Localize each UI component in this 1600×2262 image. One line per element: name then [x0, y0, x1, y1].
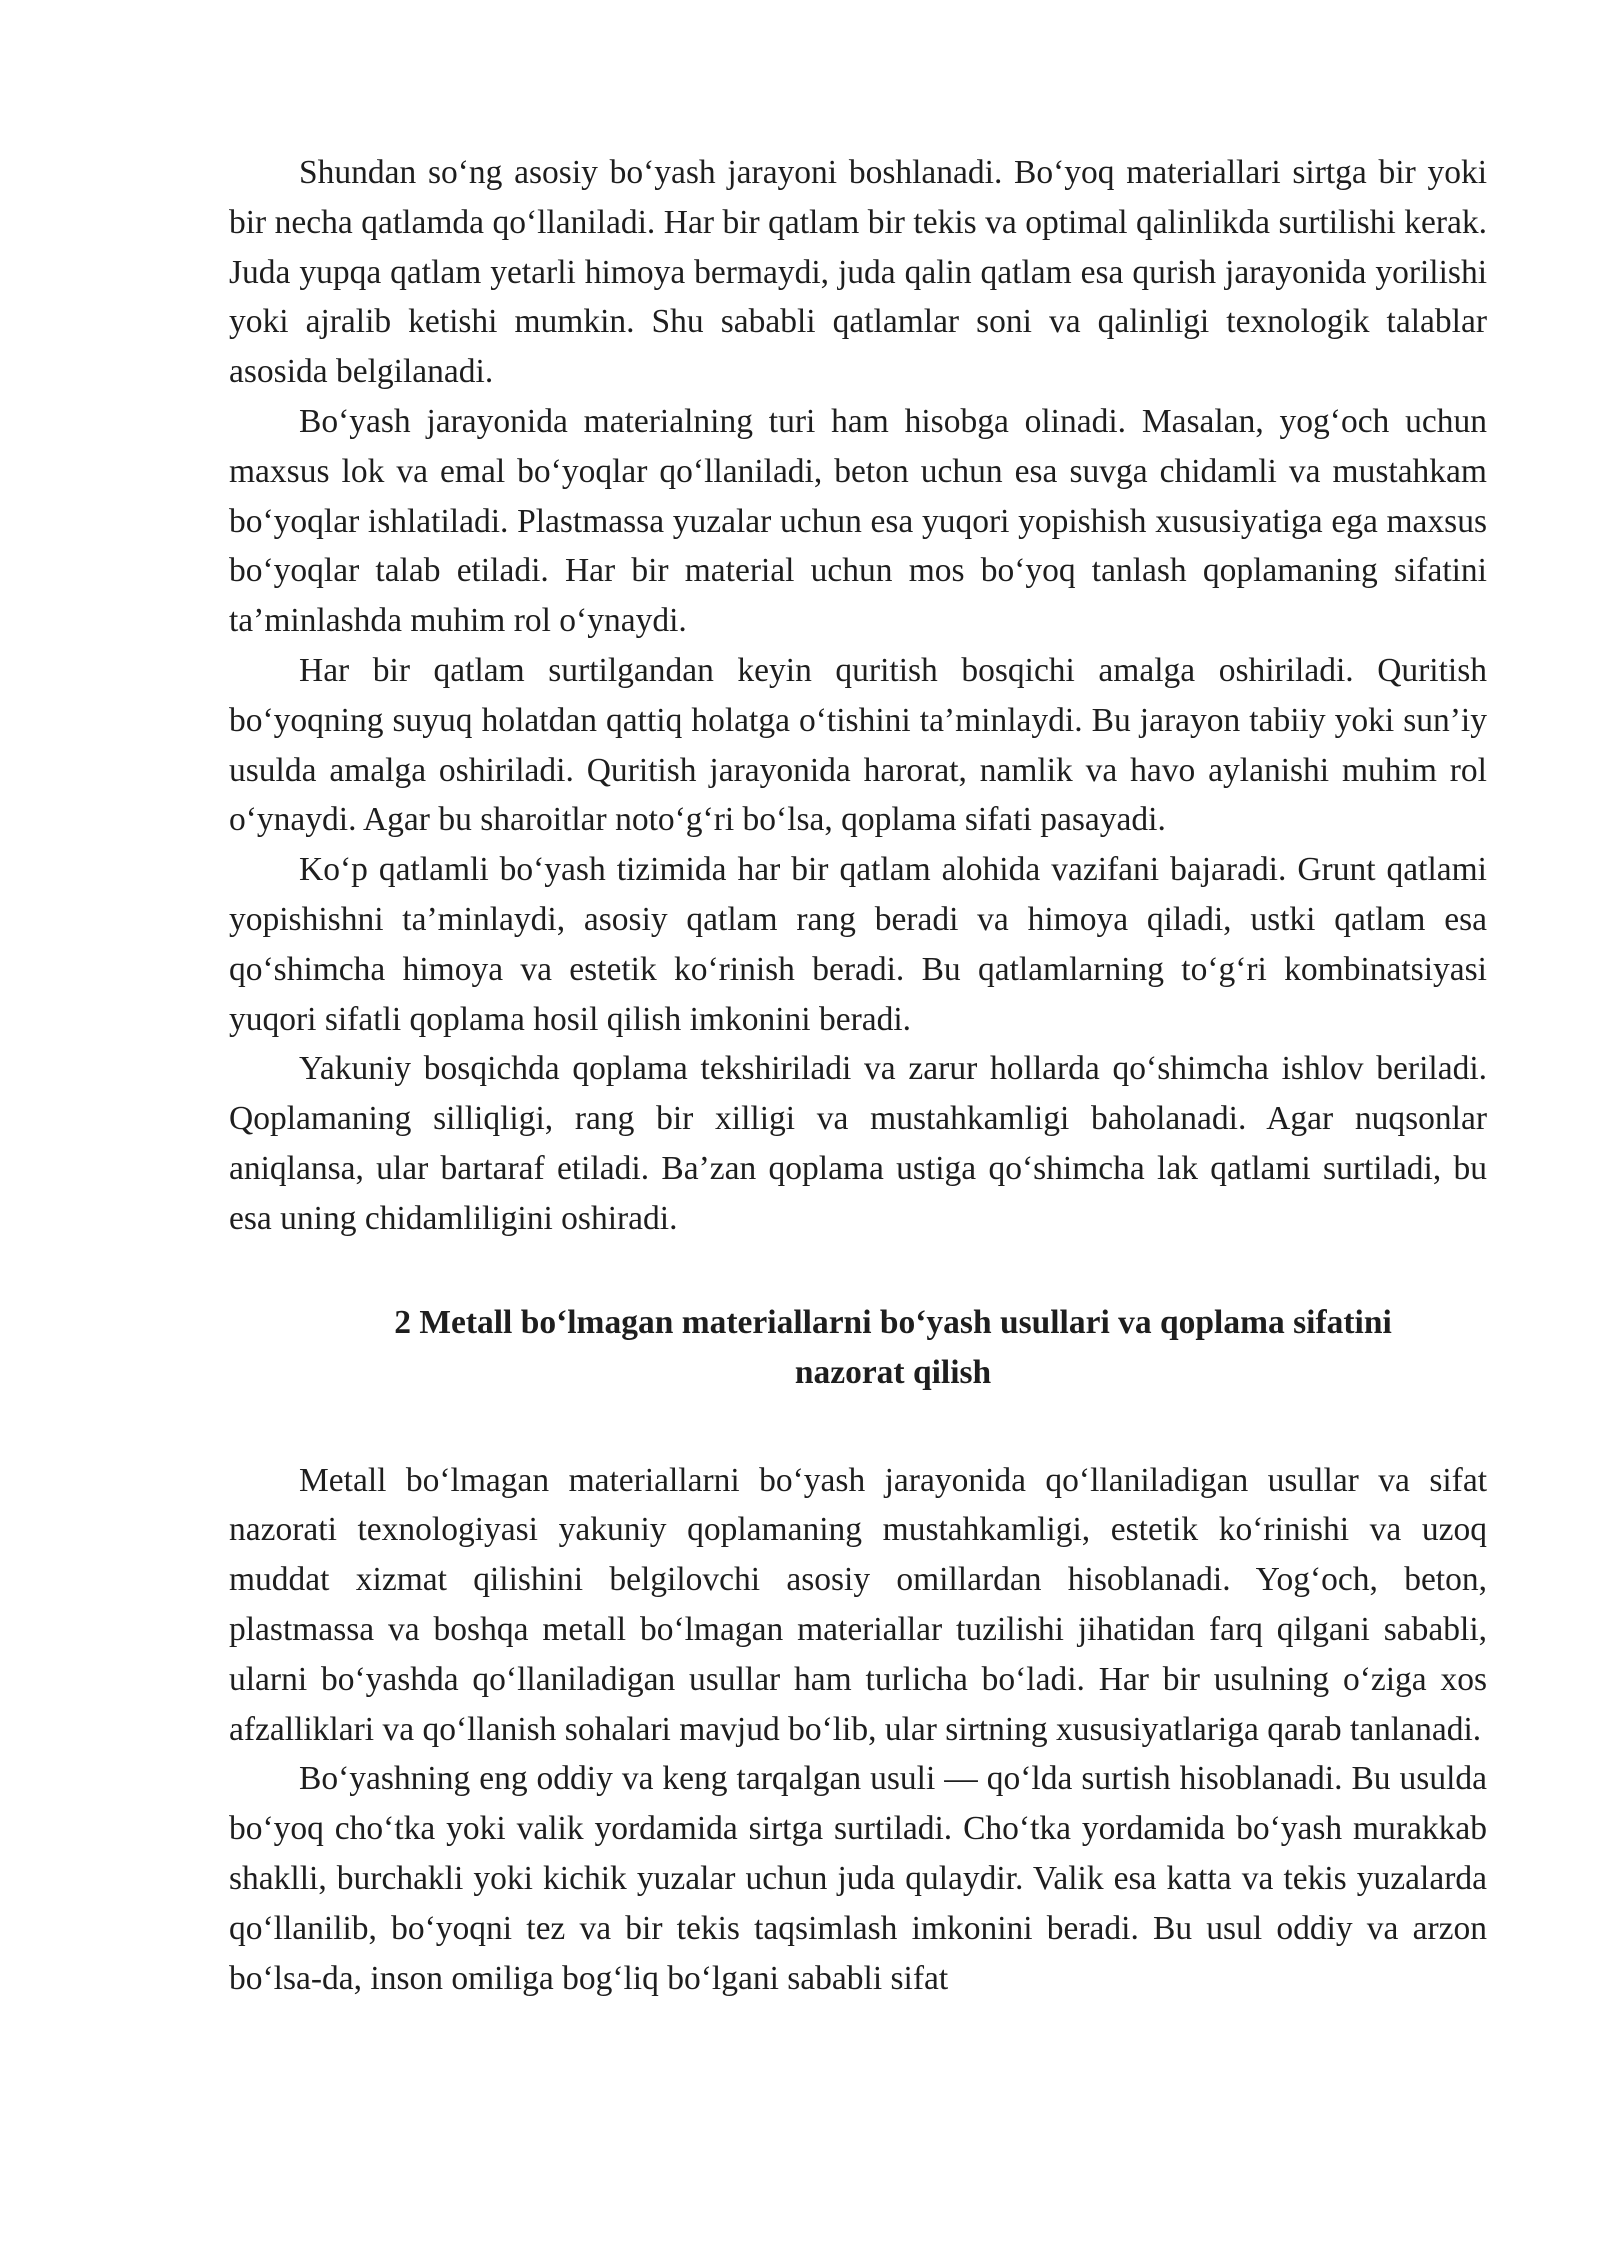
paragraph: Yakuniy bosqichda qoplama tekshiriladi va zarur hollarda qo‘shimcha ishlov beriladi. Qoplamaning silliqligi, rang bir xilligi va mustahkamligi baholanadi. Agar nuqsonlar aniqlansa, ular bartaraf etiladi. Ba’zan qoplama ustiga qo‘shimcha lak qatlami surtiladi, bu esa uning chidamliligini oshiradi.	[229, 1050, 1487, 1237]
section-heading-line2: nazorat qilish	[794, 1353, 992, 1391]
document-page	[229, 148, 1487, 2003]
section-heading	[229, 1244, 1487, 1456]
paragraph: Har bir qatlam surtilgandan keyin quritish bosqichi amalga oshiriladi. Quritish bo‘yoqning suyuq holatdan qattiq holatga o‘tishini ta’minlaydi. Bu jarayon tabiiy yoki sun’iy usulda amalga oshiriladi. Quritish jarayonida harorat, namlik va havo aylanishi muhim rol o‘ynaydi. Agar bu sharoitlar noto‘g‘ri bo‘lsa, qoplama sifati pasayadi.	[229, 651, 1487, 839]
paragraph: Bo‘yash jarayonida materialning turi ham hisobga olinadi. Masalan, yog‘och uchun maxsus lok va emal bo‘yoqlar qo‘llaniladi, beton uchun esa suvga chidamli va mustahkam bo‘yoqlar ishlatiladi. Plastmassa yuzalar uchun esa yuqori yopishish xususiyatiga ega maxsus bo‘yoqlar talab etiladi. Har bir material uchun mos bo‘yoq tanlash qoplamaning sifatini ta’minlashda muhim rol o‘ynaydi.	[229, 402, 1487, 640]
section-heading-line1: 2 Metall bo‘lmagan materiallarni bo‘yash usullari va qoplama sifatini	[394, 1303, 1392, 1341]
paragraph: Bo‘yashning eng oddiy va keng tarqalgan usuli — qo‘lda surtish hisoblanadi. Bu usulda bo‘yoq cho‘tka yoki valik yordamida sirtga surtiladi. Cho‘tka yordamida bo‘yash murakkab shaklli, burchakli yoki kichik yuzalar uchun juda qulaydir. Valik esa katta va tekis yuzalarda qo‘llanilib, bo‘yoqni tez va bir tekis taqsimlash imkonini beradi. Bu usul oddiy va arzon bo‘lsa-da, inson omiliga bog‘liq bo‘lgani sababli sifat	[229, 1760, 1487, 1997]
paragraph: Metall bo‘lmagan materiallarni bo‘yash jarayonida qo‘llaniladigan usullar va sifat nazorati texnologiyasi yakuniy qoplamaning mustahkamligi, estetik ko‘rinishi va uzoq muddat xizmat qilishini belgilovchi asosiy omillardan hisoblanadi. Yog‘och, beton, plastmassa va boshqa metall bo‘lmagan materiallar tuzilishi jihatidan farq qilgani sababli, ularni bo‘yashda qo‘llaniladigan usullar ham turlicha bo‘ladi. Har bir usulning o‘ziga xos afzalliklari va qo‘llanish sohalari mavjud bo‘lib, ular sirtning xususiyatlariga qarab tanlanadi.	[229, 1461, 1487, 1748]
paragraph: Shundan so‘ng asosiy bo‘yash jarayoni boshlanadi. Bo‘yoq materiallari sirtga bir yoki bir necha qatlamda qo‘llaniladi. Har bir qatlam bir tekis va optimal qalinlikda surtilishi kerak. Juda yupqa qatlam yetarli himoya bermaydi, juda qalin qatlam esa qurish jarayonida yorilishi yoki ajralib ketishi mumkin. Shu sababli qatlamlar soni va qalinligi texnologik talablar asosida belgilanadi.	[229, 154, 1487, 391]
paragraph: Ko‘p qatlamli bo‘yash tizimida har bir qatlam alohida vazifani bajaradi. Grunt qatlami yopishishni ta’minlaydi, asosiy qatlam rang beradi va himoya qiladi, ustki qatlam esa qo‘shimcha himoya va estetik ko‘rinish beradi. Bu qatlamlarning to‘g‘ri kombinatsiyasi yuqori sifatli qoplama hosil qilish imkonini beradi.	[229, 851, 1487, 1038]
